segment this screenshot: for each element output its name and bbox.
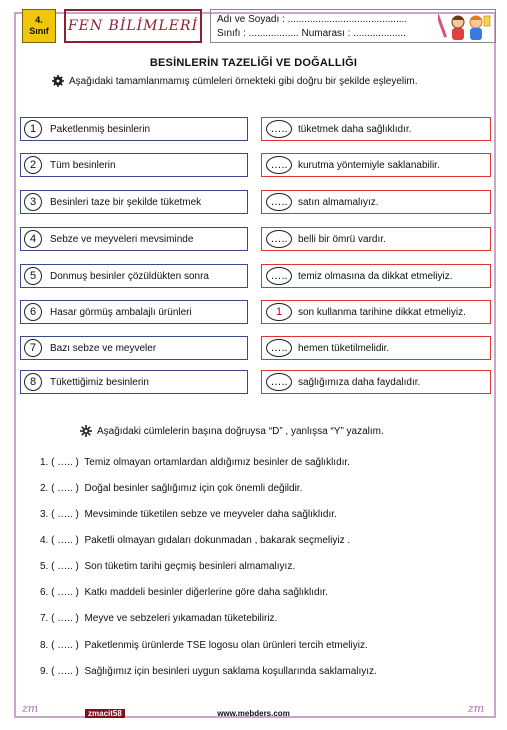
instruction-matching	[52, 75, 417, 87]
tf-answer-slot[interactable]: 2. ( ….. )	[40, 483, 79, 494]
instruction-matching-text: Aşağıdaki tamamlanmamış cümleleri örnekteki gibi doğru bir şekilde eşleyelim.	[69, 75, 418, 87]
tf-item	[40, 640, 368, 651]
right-item	[261, 190, 491, 214]
item-number: 7	[24, 339, 42, 357]
item-number: 3	[24, 193, 42, 211]
tf-answer-slot[interactable]: 7. ( ….. )	[40, 613, 79, 624]
left-item-text: Bazı sebze ve meyveler	[50, 342, 157, 354]
tf-answer-slot[interactable]: 3. ( ….. )	[40, 509, 79, 520]
left-item-text: Tükettiğimiz besinlerin	[50, 376, 149, 388]
right-item	[261, 300, 491, 324]
left-item-text: Sebze ve meyveleri mevsiminde	[50, 233, 194, 245]
left-item	[20, 336, 248, 360]
right-item-text: temiz olmasına da dikkat etmeliyiz.	[298, 270, 453, 282]
kids-illustration-icon	[438, 10, 492, 42]
right-item-text: satın almamalıyız.	[298, 196, 379, 208]
footer-logo-right: zm	[468, 702, 485, 715]
name-line: Adı ve Soyadı : ...........................................	[217, 14, 408, 25]
grade-number: 4.	[35, 15, 43, 25]
answer-slot[interactable]: …..	[266, 230, 292, 248]
left-item	[20, 300, 248, 324]
answer-slot[interactable]: …..	[266, 373, 292, 391]
left-item	[20, 117, 248, 141]
worksheet-title: BESİNLERİN TAZELİĞİ VE DOĞALLIĞI	[149, 57, 358, 69]
instruction-true-false-text: Aşağıdaki cümlelerin başına doğruysa “D” , yanlışsa “Y” yazalım.	[97, 425, 384, 437]
gear-icon	[52, 75, 64, 87]
item-number: 2	[24, 156, 42, 174]
author-tag: zmacit58	[85, 709, 125, 718]
tf-text: Son tüketim tarihi geçmiş besinleri almamalıyız.	[84, 561, 296, 572]
right-item-text: sağlığımıza daha faydalıdır.	[298, 376, 421, 388]
left-item-text: Donmuş besinler çözüldükten sonra	[50, 270, 209, 282]
tf-item	[40, 535, 350, 546]
gear-icon	[80, 425, 92, 437]
tf-answer-slot[interactable]: 5. ( ….. )	[40, 561, 79, 572]
class-line: Sınıfı : .................. Numarası : ...................	[217, 28, 406, 39]
instruction-true-false	[80, 425, 384, 437]
tf-text: Mevsiminde tüketilen sebze ve meyveler daha sağlıklıdır.	[84, 509, 337, 520]
website-link[interactable]: www.mebders.com	[217, 709, 290, 718]
right-item-text: kurutma yöntemiyle saklanabilir.	[298, 159, 440, 171]
right-item-text: son kullanma tarihine dikkat etmeliyiz.	[298, 306, 466, 318]
left-item	[20, 227, 248, 251]
tf-text: Sağlığımız için besinleri uygun saklama koşullarında saklamalıyız.	[84, 666, 377, 677]
right-item	[261, 370, 491, 394]
answer-slot[interactable]: …..	[266, 120, 292, 138]
item-number: 5	[24, 267, 42, 285]
tf-answer-slot[interactable]: 1. ( ….. )	[40, 457, 79, 468]
left-item	[20, 190, 248, 214]
subject-title: FEN BİLİMLERİ	[67, 18, 199, 34]
answer-slot[interactable]: …..	[266, 193, 292, 211]
right-item	[261, 264, 491, 288]
answer-slot[interactable]: …..	[266, 267, 292, 285]
left-item	[20, 153, 248, 177]
right-item	[261, 336, 491, 360]
left-item-text: Paketlenmiş besinlerin	[50, 123, 151, 135]
grade-label: Sınıf	[29, 26, 49, 36]
tf-item	[40, 457, 350, 468]
answer-slot[interactable]: …..	[266, 156, 292, 174]
left-item-text: Tüm besinlerin	[50, 159, 116, 171]
answer-slot-example[interactable]: 1	[266, 303, 292, 321]
tf-text: Paketli olmayan gıdaları dokunmadan , bakarak seçmeliyiz .	[84, 535, 351, 546]
answer-slot[interactable]: …..	[266, 339, 292, 357]
item-number: 8	[24, 373, 42, 391]
item-number: 1	[24, 120, 42, 138]
tf-text: Paketlenmiş ürünlerde TSE logosu olan ürünleri tercih etmeliyiz.	[84, 640, 368, 651]
item-number: 4	[24, 230, 42, 248]
tf-item	[40, 666, 377, 677]
tf-item	[40, 483, 302, 494]
right-item	[261, 227, 491, 251]
left-item-text: Besinleri taze bir şekilde tüketmek	[50, 196, 202, 208]
tf-text: Meyve ve sebzeleri yıkamadan tüketebiliriz.	[84, 613, 278, 624]
right-item	[261, 117, 491, 141]
tf-answer-slot[interactable]: 6. ( ….. )	[40, 587, 79, 598]
subject-banner	[64, 9, 202, 43]
tf-text: Doğal besinler sağlığımız için çok önemli değildir.	[84, 483, 303, 494]
tf-item	[40, 561, 295, 572]
tf-item	[40, 587, 328, 598]
left-item	[20, 370, 248, 394]
tf-text: Katkı maddeli besinler diğerlerine göre daha sağlıklıdır.	[84, 587, 328, 598]
item-number: 6	[24, 303, 42, 321]
tf-answer-slot[interactable]: 8. ( ….. )	[40, 640, 79, 651]
tf-text: Temiz olmayan ortamlardan aldığımız besinler de sağlıklıdır.	[84, 457, 350, 468]
right-item-text: belli bir ömrü vardır.	[298, 233, 386, 245]
left-item-text: Hasar görmüş ambalajlı ürünleri	[50, 306, 192, 318]
right-item-text: tüketmek daha sağlıklıdır.	[298, 123, 412, 135]
tf-item	[40, 509, 337, 520]
footer-logo-left: zm	[22, 702, 39, 715]
tf-item	[40, 613, 277, 624]
right-item-text: hemen tüketilmelidir.	[298, 342, 390, 354]
tf-answer-slot[interactable]: 4. ( ….. )	[40, 535, 79, 546]
grade-badge	[22, 9, 56, 43]
left-item	[20, 264, 248, 288]
right-item	[261, 153, 491, 177]
tf-answer-slot[interactable]: 9. ( ….. )	[40, 666, 79, 677]
